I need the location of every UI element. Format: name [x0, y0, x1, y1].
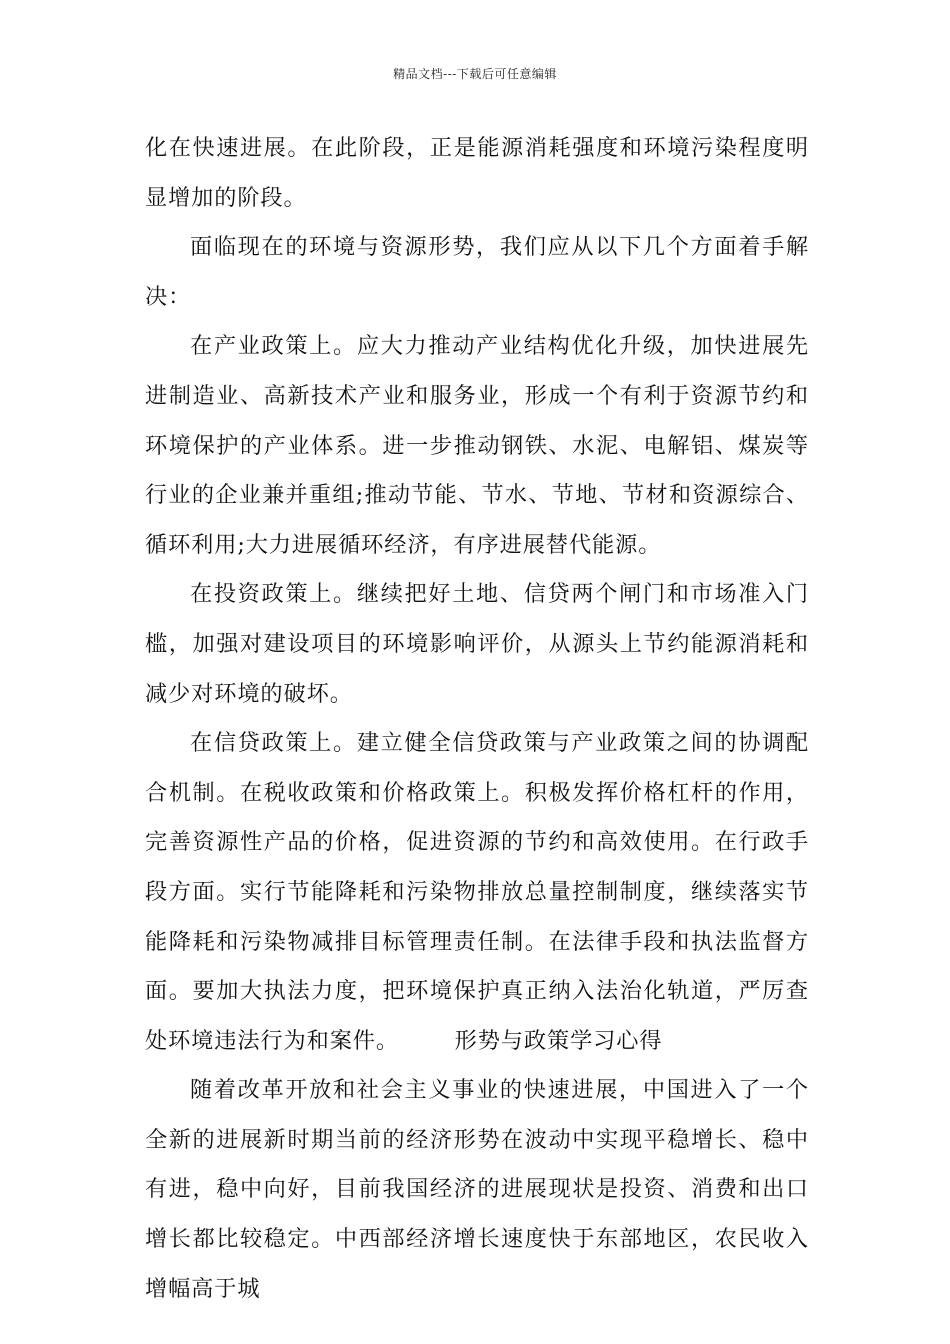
- paragraph-economic-situation: 随着改革开放和社会主义事业的快速进展，中国进入了一个全新的进展新时期当前的经济形势在波动中实现平稳增长、稳中有进，稳中向好，目前我国经济的进展现状是投资、消费和出口增长都比较稳定。中西部经济增长速度快于东部地区，农民收入增幅高于城: [145, 1077, 809, 1302]
- page-header: 精品文档---下载后可任意编辑: [393, 67, 557, 81]
- document-body: [145, 124, 809, 1314]
- paragraph-industrial-policy: 在产业政策上。应大力推动产业结构优化升级，加快进展先进制造业、高新技术产业和服务业，形成一个有利于资源节约和环境保护的产业体系。进一步推动钢铁、水泥、电解铝、煤炭等行业的企业兼并重组;推动节能、节水、节地、节材和资源综合、循环利用;大力进展循环经济，有序进展替代能源。: [145, 333, 809, 558]
- paragraph-continuation: 化在快速进展。在此阶段，正是能源消耗强度和环境污染程度明显增加的阶段。: [145, 135, 809, 211]
- paragraph-investment-policy: 在投资政策上。继续把好土地、信贷两个闸门和市场准入门槛，加强对建设项目的环境影响评价，从源头上节约能源消耗和减少对环境的破坏。: [145, 581, 809, 707]
- paragraph-credit-policy: 在信贷政策上。建立健全信贷政策与产业政策之间的协调配合机制。在税收政策和价格政策上。积极发挥价格杠杆的作用，完善资源性产品的价格，促进资源的节约和高效使用。在行政手段方面。实行节能降耗和污染物排放总量控制制度，继续落实节能降耗和污染物减排目标管理责任制。在法律手段和执法监督方面。要加大执法力度，把环境保护真正纳入法治化轨道，严厉查处环境违法行为和案件。 形势与政策学习心得: [145, 730, 809, 1054]
- paragraph-intro: 面临现在的环境与资源形势，我们应从以下几个方面着手解决：: [145, 234, 809, 310]
